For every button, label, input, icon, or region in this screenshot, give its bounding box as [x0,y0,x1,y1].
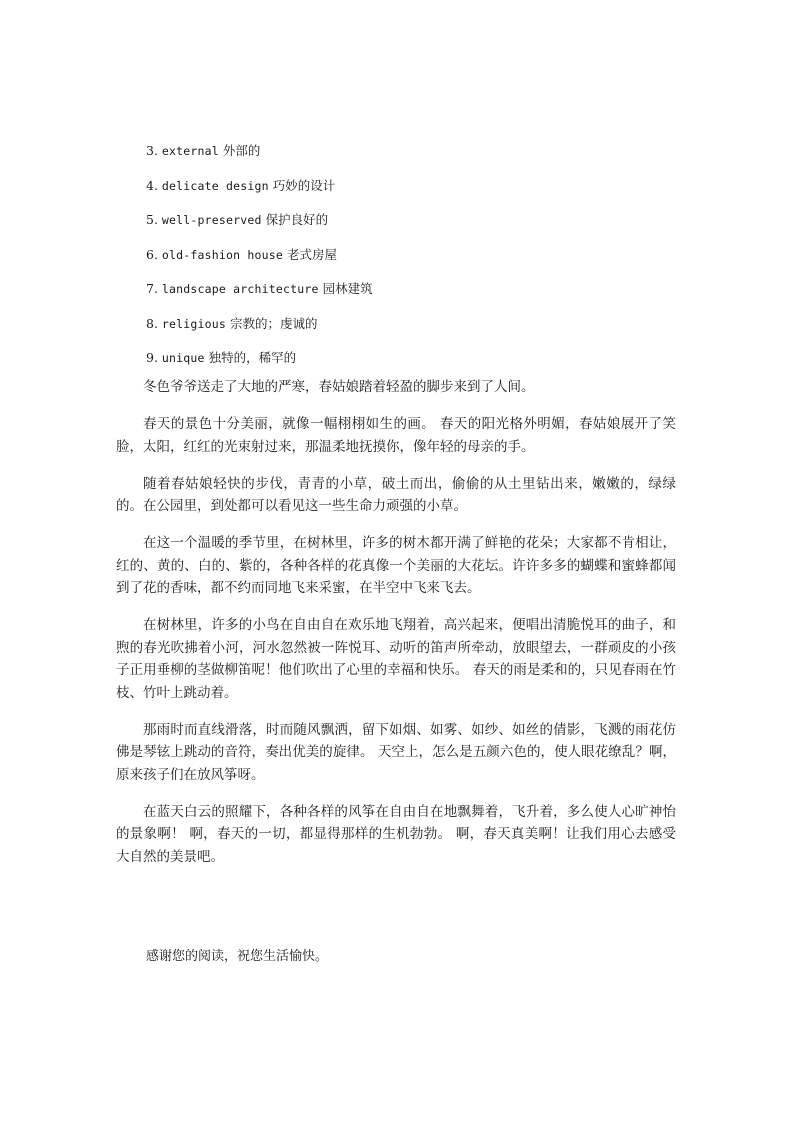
vocab-number: 8. [146,315,158,331]
vocab-english: landscape architecture [161,282,319,296]
vocab-english: old-fashion house [161,247,284,262]
vocab-number: 7. [146,281,158,296]
vocab-chinese: 巧妙的设计 [272,177,336,193]
essay-paragraph: 冬色爷爷送走了大地的严寒，春姑娘踏着轻盈的脚步来到了人间。 [143,379,535,395]
essay-paragraph: 在这一个温暖的季节里，在树林里，许多的树木都开满了鲜艳的花朵；大家都不肯相让，红的、黄的、白的、紫的，各种各样的花真像一个美丽的大花坛。许许多多的蝴蝶和蜜蜂都闻到了花的香味，都不约而同地飞来采蜜，在半空中飞来飞去。 [116,535,676,596]
vocab-number: 6. [146,246,158,262]
vocab-chinese: 园林建筑 [322,281,373,296]
essay-paragraph: 在蓝天白云的照耀下，各种各样的风筝在自由自在地飘舞着，飞升着，多么使人心旷神怡的景象啊！ 啊，春天的一切，都显得那样的生机勃勃。 啊，春天真美啊！让我们用心去感受大自然的美景吧。 [116,803,676,865]
essay-paragraph: 随着春姑娘轻快的步伐，青青的小草，破土而出，偷偷的从土里钻出来，嫩嫩的，绿绿的。在公园里，到处都可以看见这一些生命力顽强的小草。 [116,475,676,514]
vocab-chinese: 老式房屋 [287,246,338,262]
vocab-item [146,175,373,210]
vocab-number: 9. [146,350,158,365]
vocab-number: 4. [146,177,158,193]
vocab-item [146,313,373,348]
closing-note: 感谢您的阅读，祝您生活愉快。 [146,949,329,964]
essay-paragraph: 在树林里，许多的小鸟在自由自在欢乐地飞翔着，高兴起来，便唱出清脆悦耳的曲子，和煦的春光吹拂着小河，河水忽然被一阵悦耳、动听的笛声所牵动，放眼望去，一群顽皮的小孩子正用垂柳的茎做柳笛呢！他们吹出了心里的幸福和快乐。 春天的雨是柔和的，只见春雨在竹枝、竹叶上跳动着。 [116,617,676,701]
vocab-item [146,140,373,175]
vocab-chinese: 外部的 [222,143,261,158]
vocab-chinese: 独特的，稀罕的 [208,350,297,365]
vocab-number: 5. [146,212,158,227]
vocab-item [146,244,373,279]
vocab-english: unique [161,351,205,365]
vocab-english: well-preserved [161,213,262,227]
vocabulary-list [146,140,373,382]
vocab-english: delicate design [161,178,269,193]
essay-paragraph: 春天的景色十分美丽，就像一幅栩栩如生的画。 春天的阳光格外明媚，春姑娘展开了笑脸，太阳，红红的光束射过来，那温柔地抚摸你，像年轻的母亲的手。 [116,416,676,455]
vocab-item [146,278,373,313]
essay-paragraph: 那雨时而直线滑落，时而随风飘洒，留下如烟、如雾、如纱、如丝的倩影，飞溅的雨花仿佛是琴铉上跳动的音符，奏出优美的旋律。 天空上，怎么是五颜六色的，使人眼花缭乱？啊，原来孩子们在放风筝呀。 [116,721,676,783]
vocab-item [146,209,373,244]
vocab-english: external [161,144,219,158]
essay-body [116,376,676,883]
vocab-english: religious [161,316,227,331]
vocab-chinese: 宗教的；虔诚的 [230,315,318,331]
vocab-chinese: 保护良好的 [265,212,329,227]
vocab-number: 3. [146,143,158,158]
